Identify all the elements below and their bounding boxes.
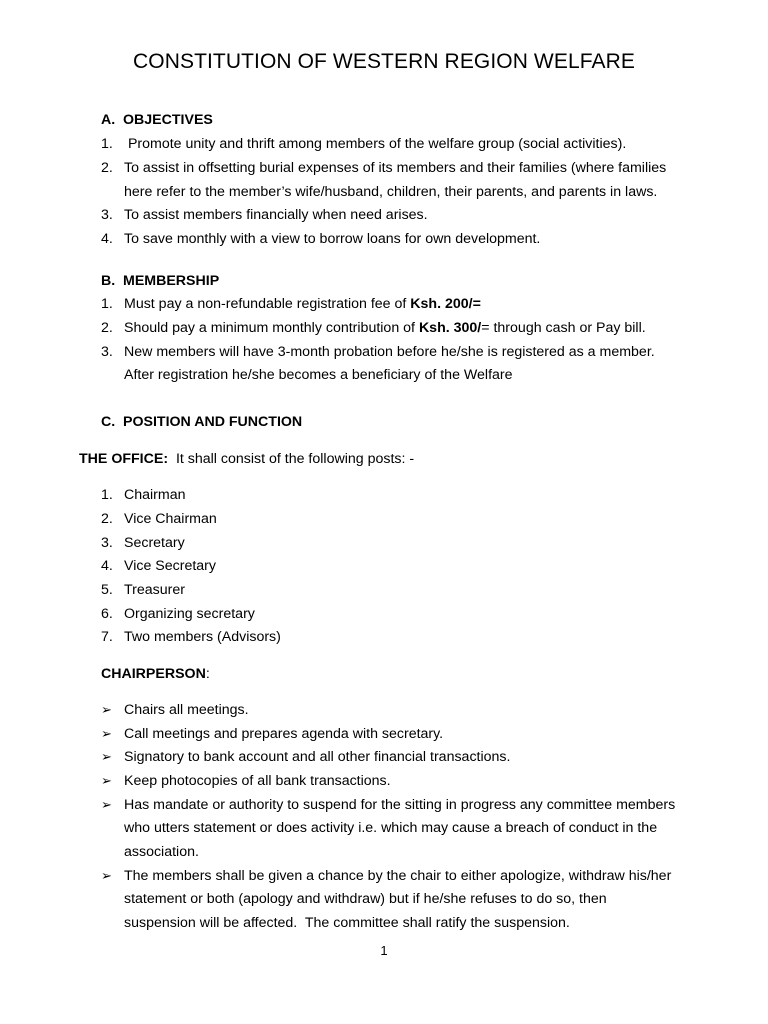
section-a-heading	[101, 112, 213, 128]
chairperson-colon: :	[205, 666, 210, 682]
chairperson-label: CHAIRPERSON	[101, 666, 206, 682]
section-title: OBJECTIVES	[123, 112, 213, 128]
item-text	[124, 320, 646, 336]
item-number: 1.	[101, 487, 113, 503]
item-text: The members shall be given a chance by the chair to either apologize, withdraw his/her	[124, 868, 672, 884]
item-text: statement or both (apology and withdraw) but if he/she refuses to do so, then	[124, 891, 607, 907]
arrow-bullet-icon: ➢	[101, 773, 112, 788]
item-text: Secretary	[124, 535, 185, 551]
item-text: Treasurer	[124, 582, 185, 598]
section-c-heading	[101, 414, 302, 430]
item-text: Chairman	[124, 487, 186, 503]
arrow-bullet-icon: ➢	[101, 726, 112, 741]
item-number: 5.	[101, 582, 113, 598]
item-text: who utters statement or does activity i.e. which may cause a breach of conduct in the	[124, 820, 658, 836]
section-letter: A.	[101, 112, 116, 128]
office-text: It shall consist of the following posts: -	[168, 451, 415, 467]
item-number: 3.	[101, 535, 113, 551]
arrow-bullet-icon: ➢	[101, 868, 112, 883]
office-intro	[79, 451, 414, 467]
section-letter: C.	[101, 414, 116, 430]
item-number: 3.	[101, 344, 113, 360]
item-number: 2.	[101, 160, 113, 176]
item-text: To save monthly with a view to borrow loans for own development.	[124, 231, 541, 247]
item-text-part: Should pay a minimum monthly contribution of	[124, 320, 419, 336]
page-number: 1	[380, 943, 388, 958]
item-text: After registration he/she becomes a beneficiary of the Welfare	[124, 367, 513, 383]
item-text: here refer to the member’s wife/husband, children, their parents, and parents in laws.	[124, 184, 658, 200]
item-number: 2.	[101, 320, 113, 336]
item-number: 4.	[101, 558, 113, 574]
section-title: MEMBERSHIP	[123, 273, 220, 289]
item-number: 4.	[101, 231, 113, 247]
item-text-part: Must pay a non-refundable registration fee of	[124, 296, 411, 312]
item-text: Two members (Advisors)	[124, 629, 281, 645]
item-text: Chairs all meetings.	[124, 702, 249, 718]
item-text: To assist members financially when need arises.	[124, 207, 428, 223]
section-title: POSITION AND FUNCTION	[123, 414, 303, 430]
item-text: New members will have 3-month probation before he/she is registered as a member.	[124, 344, 655, 360]
item-text: Organizing secretary	[124, 606, 255, 622]
arrow-bullet-icon: ➢	[101, 797, 112, 812]
item-number: 1.	[101, 136, 113, 152]
chairperson-heading	[101, 666, 210, 682]
item-text-part: = through cash or Pay bill.	[481, 320, 646, 336]
fee-amount: Ksh. 200/=	[410, 296, 481, 312]
item-text: suspension will be affected. The committee shall ratify the suspension.	[124, 915, 570, 931]
item-text: association.	[124, 844, 199, 860]
item-text: Call meetings and prepares agenda with secretary.	[124, 726, 444, 742]
item-number: 1.	[101, 296, 113, 312]
item-number: 7.	[101, 629, 113, 645]
contribution-amount: Ksh. 300/	[418, 320, 482, 336]
document-title: CONSTITUTION OF WESTERN REGION WELFARE	[133, 50, 635, 73]
item-text: Promote unity and thrift among members of the welfare group (social activities).	[124, 136, 627, 152]
item-text: To assist in offsetting burial expenses of its members and their families (where families	[124, 160, 667, 176]
section-b-heading	[101, 273, 219, 289]
item-text: Vice Chairman	[124, 511, 217, 527]
item-text: Vice Secretary	[124, 558, 216, 574]
arrow-bullet-icon: ➢	[101, 702, 112, 717]
office-label: THE OFFICE:	[79, 451, 169, 467]
item-text: Has mandate or authority to suspend for the sitting in progress any committee members	[124, 797, 676, 813]
arrow-bullet-icon: ➢	[101, 749, 112, 764]
item-text: Keep photocopies of all bank transactions.	[124, 773, 391, 789]
item-number: 3.	[101, 207, 113, 223]
item-text: Signatory to bank account and all other financial transactions.	[124, 749, 511, 765]
item-number: 6.	[101, 606, 113, 622]
item-number: 2.	[101, 511, 113, 527]
section-letter: B.	[101, 273, 116, 289]
item-text	[124, 296, 481, 312]
